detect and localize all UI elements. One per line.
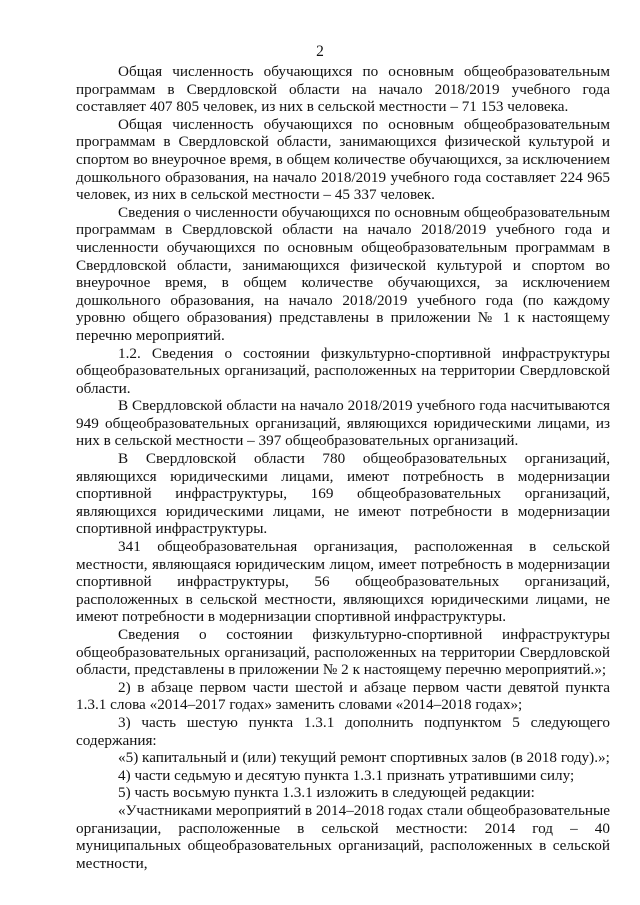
quoted-new-text: «Участниками мероприятий в 2014–2018 годах стали общеобразовательные организации, расположенные в сельской местности: 2014 год – 40 муниципальных общеобразовательных организаций, расположенных в сельской местности, [76,801,610,872]
subitem-5-text: «5) капитальный и (или) текущий ремонт спортивных залов (в 2018 году).»; [118,749,610,767]
page-number: 2 [316,43,324,60]
paragraph: Общая численность обучающихся по основным общеобразовательным программам в Свердловской области на начало 2018/2019 учебного года составляет 407 805 человек, из них в сельской местности – 71 153 человека. [76,63,610,116]
paragraph: 341 общеобразовательная организация, расположенная в сельской местности, являющаяся юридическим лицом, имеет потребность в модернизации спортивной инфраструктуры, 56 общеобразовательных организаций, расположенных в сельской местности, являющихся юридическими лицами, не имеют потребности в модернизации спортивной инфраструктуры. [76,538,610,626]
section-heading-1-2: 1.2. Сведения о состоянии физкультурно-спортивной инфраструктуры общеобразовательных организаций, расположенных на территории Свердловской области. [76,344,610,397]
paragraph: В Свердловской области на начало 2018/2019 учебного года насчитываются 949 общеобразовательных организаций, являющихся юридическими лицами, из них в сельской местности – 397 общеобразовательных организаций. [76,397,610,450]
paragraph: Сведения о численности обучающихся по основным общеобразовательным программам в Свердловской области на начало 2018/2019 учебного года и численности обучающихся по основным общеобразовательным программам в Свердловской области, занимающихся физической культурой и спортом во внеурочное время, в общем количестве обучающихся, за исключением дошкольного образования, на начало 2018/2019 учебного года (по каждому уровню общего образования) представлены в приложении № 1 к настоящему перечню мероприятий. [76,203,610,344]
amendment-item-3: 3) часть шестую пункта 1.3.1 дополнить подпунктом 5 следующего содержания: [76,713,610,749]
amendment-item-4: 4) части седьмую и десятую пункта 1.3.1 признать утратившими силу; [118,766,575,784]
amendment-item-5: 5) часть восьмую пункта 1.3.1 изложить в следующей редакции: [118,784,535,802]
paragraph: Общая численность обучающихся по основным общеобразовательным программам в Свердловской области, занимающихся физической культурой и спортом во внеурочное время, в общем количестве обучающихся, за исключением дошкольного образования, на начало 2018/2019 учебного года составляет 224 965 человек, из них в сельской местности – 45 337 человек. [76,115,610,204]
document-body [76,63,610,872]
paragraph: В Свердловской области 780 общеобразовательных организаций, являющихся юридическими лицами, имеют потребность в модернизации спортивной инфраструктуры, 169 общеобразовательных организаций, являющихся юридическими лицами, не имеют потребности в модернизации спортивной инфраструктуры. [76,450,610,538]
amendment-item-2: 2) в абзаце первом части шестой и абзаце первом части девятой пункта 1.3.1 слова «2014–2017 годах» заменить словами «2014–2018 годах»; [76,678,610,714]
paragraph: Сведения о состоянии физкультурно-спортивной инфраструктуры общеобразовательных организаций, расположенных на территории Свердловской области, представлены в приложении № 2 к настоящему перечню мероприятий.»; [76,626,610,679]
